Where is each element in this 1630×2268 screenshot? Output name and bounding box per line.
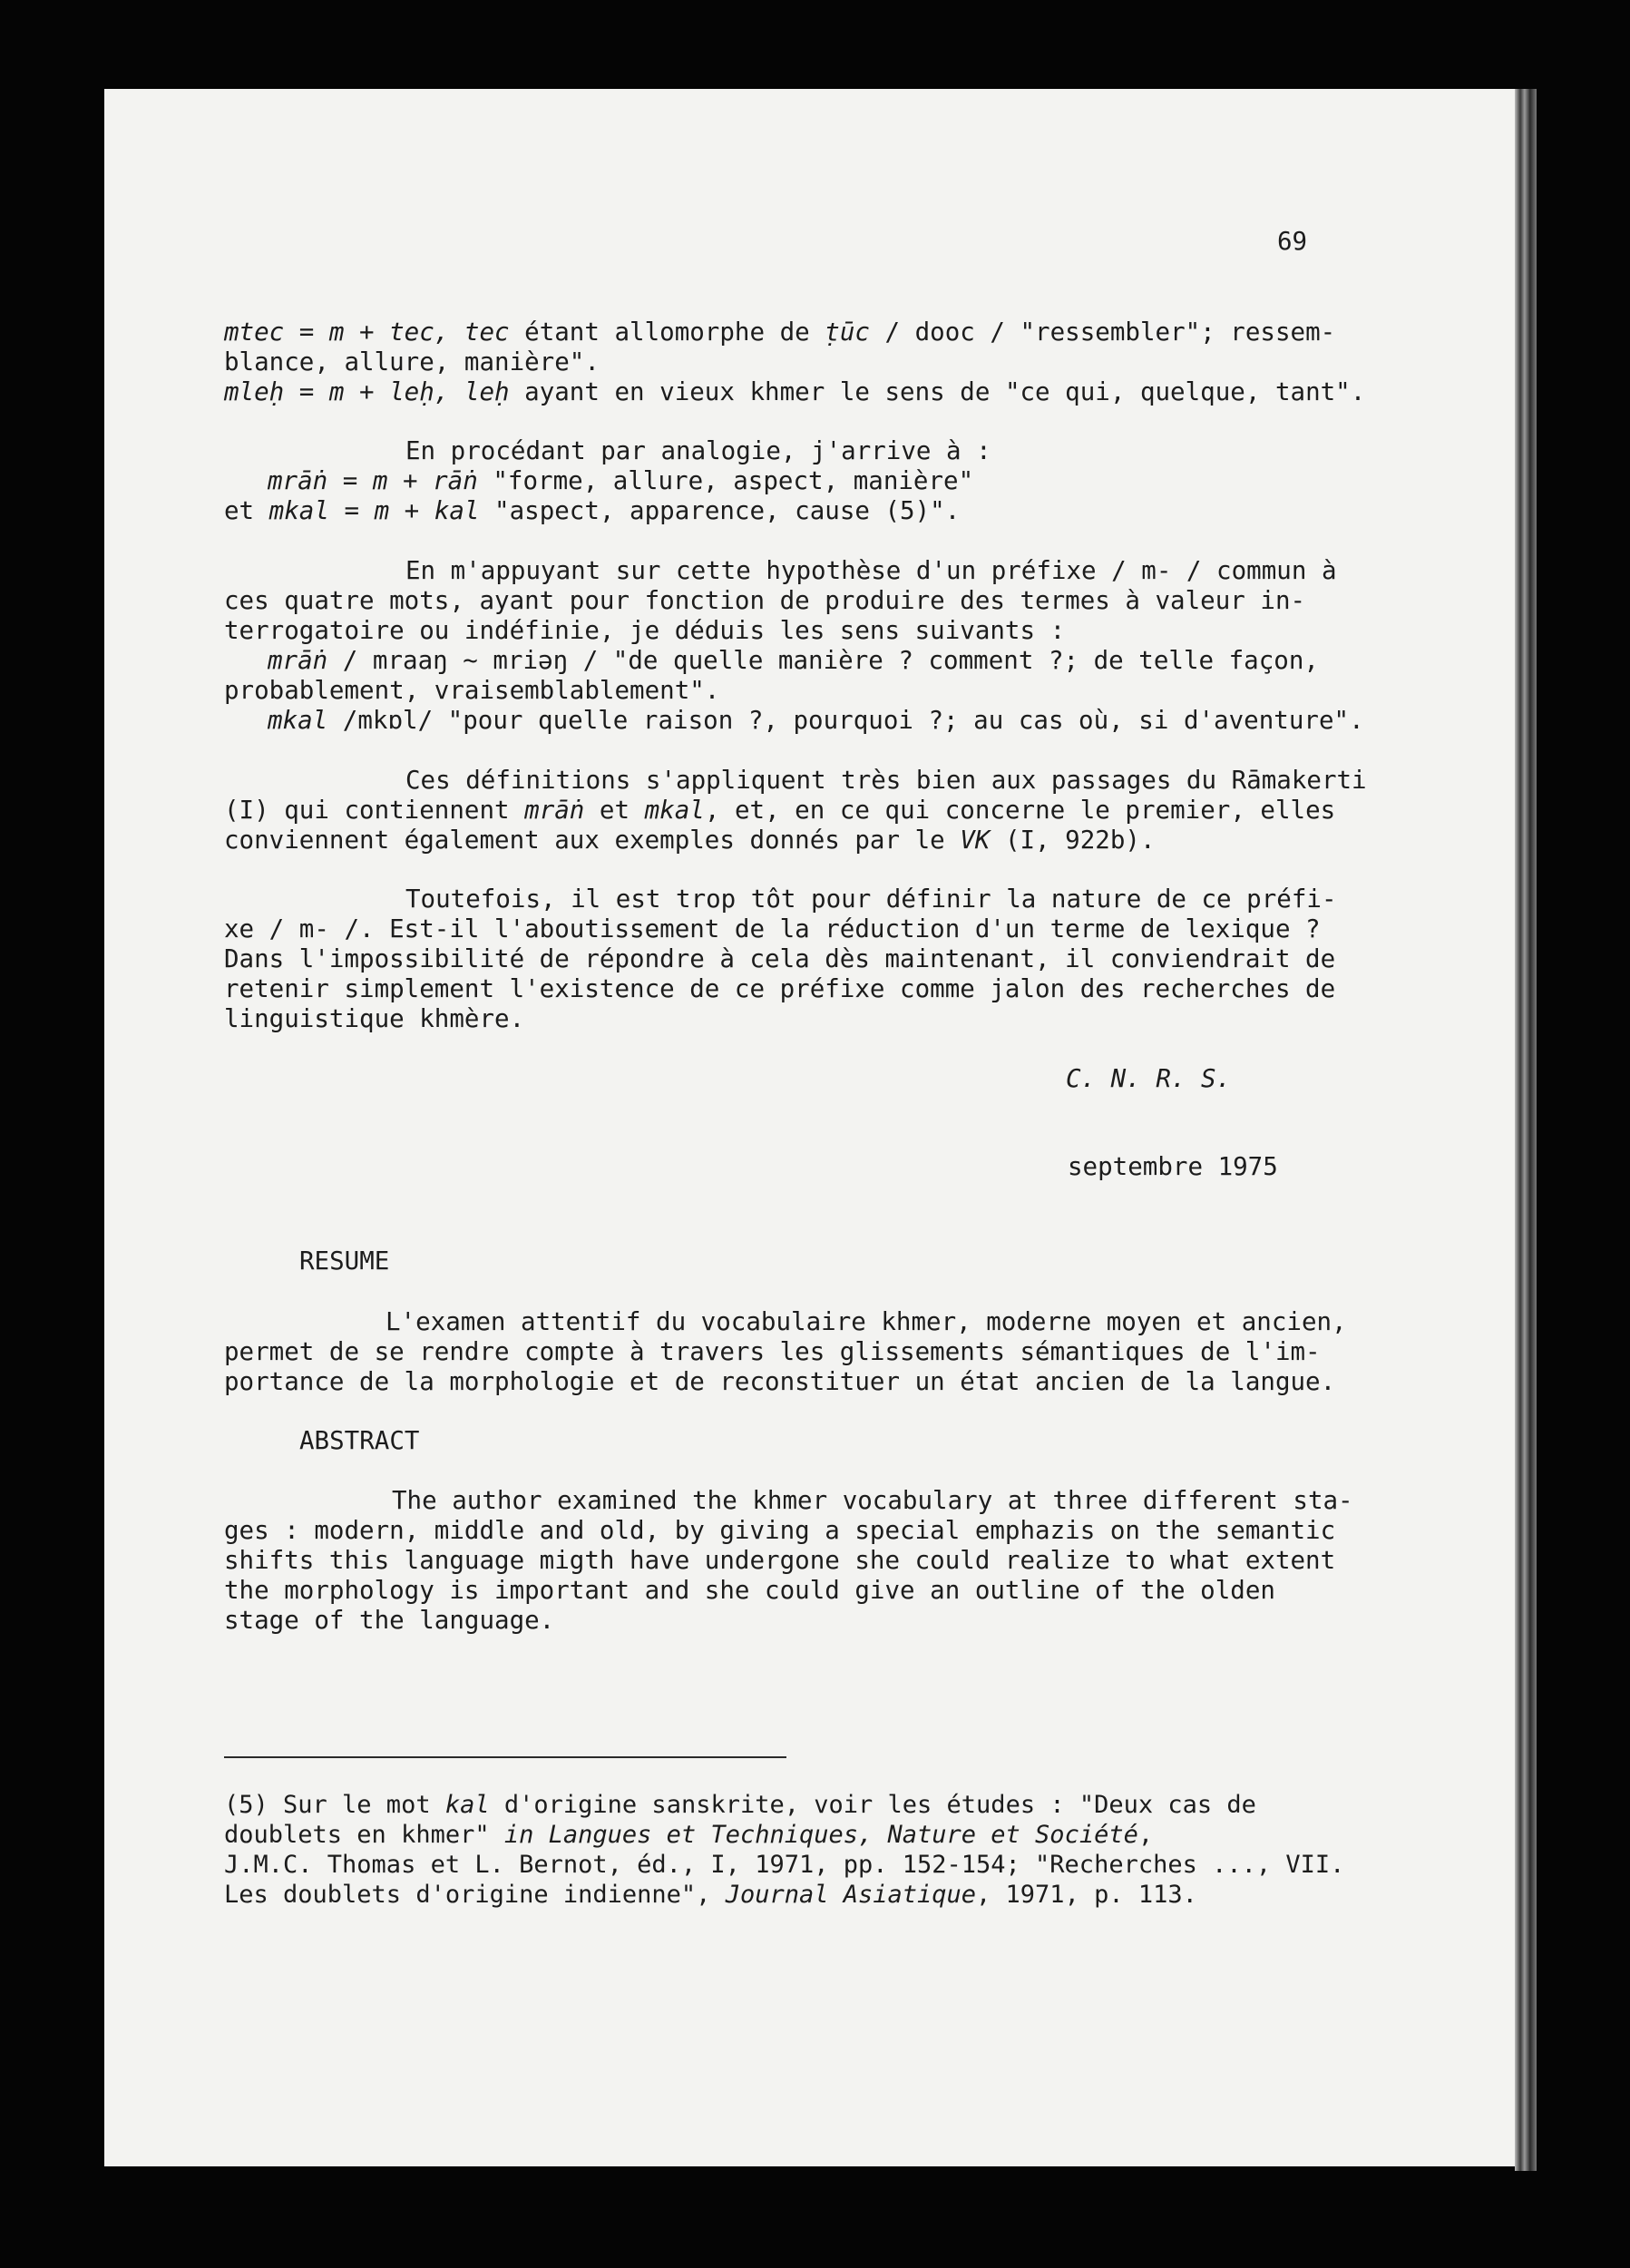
abstract-line: the morphology is important and she could give an outline of the olden [224,1576,1275,1605]
document-page [104,89,1515,2166]
footnote-line: Les doublets d'origine indienne", Journal Asiatique, 1971, p. 113. [224,1881,1197,1909]
text-line: En procédant par analogie, j'arrive à : [405,436,991,465]
text-line: linguistique khmère. [224,1004,525,1033]
text-line: mtec = m + tec, tec étant allomorphe de ṭūc / dooc / "ressembler"; ressem- [224,318,1336,347]
abstract-line: stage of the language. [224,1606,555,1635]
text-line: mleḥ = m + leḥ, leḥ ayant en vieux khmer le sens de "ce qui, quelque, tant". [224,377,1366,406]
abstract-heading: ABSTRACT [299,1426,420,1455]
signature-affiliation: C. N. R. S. [1066,1064,1232,1093]
footnote-line: J.M.C. Thomas et L. Bernot, éd., I, 1971, pp. 152-154; "Recherches ..., VII. [224,1851,1345,1879]
abstract-line: ges : modern, middle and old, by giving a special emphazis on the semantic [224,1516,1336,1545]
text-line: mrāṅ = m + rāṅ "forme, allure, aspect, manière" [268,466,974,495]
resume-line: portance de la morphologie et de reconstituer un état ancien de la langue. [224,1367,1336,1396]
footnote-line: (5) Sur le mot kal d'origine sanskrite, voir les études : "Deux cas de [224,1791,1256,1819]
text-line: Dans l'impossibilité de répondre à cela dès maintenant, il conviendrait de [224,944,1336,973]
text-line: mrāṅ / mraaŋ ~ mriəŋ / "de quelle manière ? comment ?; de telle façon, [268,646,1319,675]
text-line: xe / m- /. Est-il l'aboutissement de la réduction d'un terme de lexique ? [224,914,1321,943]
page-number: 69 [1277,227,1308,256]
text-line: terrogatoire ou indéfinie, je déduis les sens suivants : [224,616,1066,645]
text-line: et mkal = m + kal "aspect, apparence, cause (5)". [224,496,961,525]
text-line: mkal /mkɒl/ "pour quelle raison ?, pourquoi ?; au cas où, si d'aventure". [268,706,1364,735]
text-line: ces quatre mots, ayant pour fonction de produire des termes à valeur in- [224,586,1306,615]
text-line: Toutefois, il est trop tôt pour définir la nature de ce préfi- [405,885,1337,914]
text-line: Ces définitions s'appliquent très bien aux passages du Rāmakerti [405,766,1367,795]
resume-line: permet de se rendre compte à travers les glissements sémantiques de l'im- [224,1337,1321,1366]
resume-heading: RESUME [299,1246,390,1276]
abstract-line: shifts this language migth have undergone she could realize to what extent [224,1546,1336,1575]
resume-line: L'examen attentif du vocabulaire khmer, moderne moyen et ancien, [386,1307,1347,1336]
footnote [104,89,1515,2166]
signature-date: septembre 1975 [1068,1152,1278,1181]
text-line: blance, allure, manière". [224,347,600,376]
text-line: (I) qui contiennent mrāṅ et mkal, et, en ce qui concerne le premier, elles [224,796,1336,825]
text-line: En m'appuyant sur cette hypothèse d'un préfixe / m- / commun à [405,556,1337,585]
footnote-line: doublets en khmer" in Langues et Techniques, Nature et Société, [224,1821,1154,1849]
text-line: probablement, vraisemblablement". [224,676,720,705]
text-line: conviennent également aux exemples donnés par le VK (I, 922b). [224,826,1156,855]
abstract-line: The author examined the khmer vocabulary at three different sta- [392,1486,1353,1515]
page-stack-edge [1515,89,1537,2171]
text-line: retenir simplement l'existence de ce préfixe comme jalon des recherches de [224,974,1336,1003]
